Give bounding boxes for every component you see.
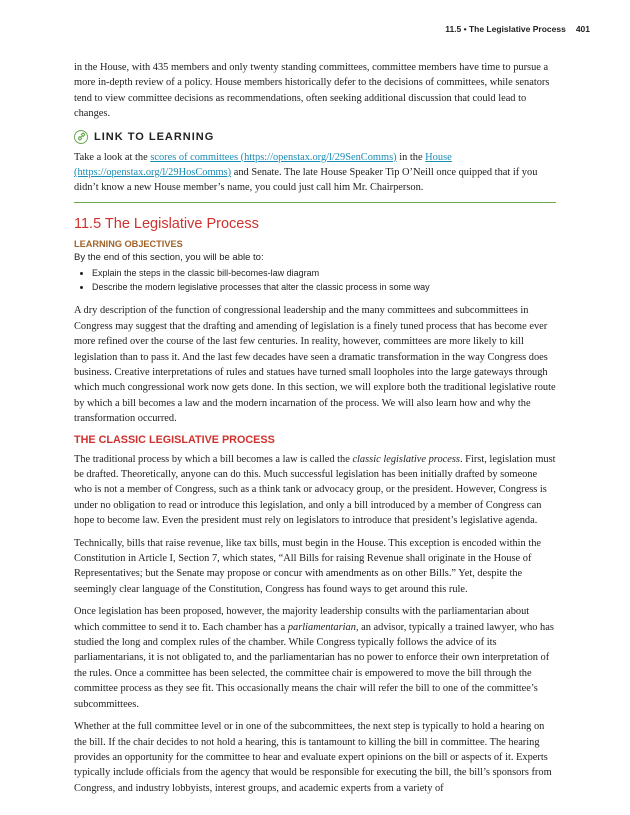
intro-paragraph: in the House, with 435 members and only twenty standing committees, committee members have time to pursue a more in-depth review of a policy. House members historically defer to the decisions of committees, while senators tend to view committee decisions as recommendations, often seeking additional discussion that could lead to changes. — [74, 62, 550, 120]
classic-paragraph-4: Whether at the full committee level or in one of the subcommittees, the next step is typically to hold a hearing on the bill. If the chair decides to not hold a hearing, this is tantamount to killing the bill in committee. The hearing provides an opportunity for the committee to hear and evaluate expert opinions on the bill or aspects of it. Experts typically include officials from the agency that would be responsible for executing the bill, the bill’s sponsors from Congress, and industry lobbyists, interest groups, and academic experts from a variety of — [74, 721, 552, 794]
learning-objectives-intro: By the end of this section, you will be able to: — [74, 252, 264, 264]
page-content — [74, 60, 556, 796]
ltl-text-middle: in the — [396, 151, 426, 163]
p1-before: The traditional process by which a bill becomes a law is called the — [74, 453, 353, 465]
link-to-learning-title: LINK TO LEARNING — [94, 130, 215, 143]
objective-item: • Describe the modern legislative processes that alter the classic process in some way — [92, 280, 556, 294]
link-to-learning-text — [74, 150, 556, 196]
objective-item: • Explain the steps in the classic bill-becomes-law diagram — [92, 266, 556, 280]
page-number: 401 — [575, 24, 590, 34]
classic-paragraph-1 — [74, 452, 556, 529]
term-classic-legislative-process: classic legislative process — [352, 453, 460, 465]
term-parliamentarian: parliamentarian — [287, 621, 356, 633]
committees-link[interactable]: scores of committees (https://openstax.org/l/29SenComms) — [150, 151, 397, 163]
ltl-text-before: Take a look at the — [74, 151, 151, 163]
section-divider — [74, 202, 556, 204]
house-link[interactable]: House (https://openstax.org/l/29HosComms) — [74, 151, 452, 179]
p3-after: , an advisor, typically a trained lawyer, who has studied the long and complex rules of the chamber. While Congress typically follows the advice of its parliamentarians, it is not obligated to, and the parliamentarian has no power to enforce their own interpretation of the rules. Once a committee has been selected, the committee chair is empowered to move the bill through the committee process as they see fit. This occasionally means the chair will refer the bill to one of the committee’s subcommittees. — [74, 621, 554, 710]
classic-paragraph-3 — [74, 604, 556, 712]
learning-objectives-heading: LEARNING OBJECTIVES — [74, 239, 183, 250]
p3-before: Once legislation has been proposed, however, the majority leadership consults with the parliamentarian about which committee to send it to. Each chamber has a — [74, 606, 530, 633]
learning-objectives-list — [92, 266, 556, 294]
overview-paragraph: A dry description of the function of congressional leadership and the many committees and subcommittees in Congress may suggest that the drafting and amending of legislation is a finely tuned process that has become ever more refined over the course of the last few centuries. In reality, however, committees are more likely to kill legislation than to pass it. And the last few decades have seen a dramatic transformation in the way Congress does business. Creative interpretations of rules and statues have turned small loopholes into the large gateways through which much congressional work now gets done. In this section, we will explore both the traditional legislative route by which a bill becomes a law and the modern incarnation of the process. We will also learn how and why the transformation occurred. — [74, 305, 556, 425]
link-icon — [74, 130, 88, 144]
section-title: 11.5 The Legislative Process — [74, 216, 259, 233]
ltl-text-after: and Senate. The late House Speaker Tip O’Neill once quipped that if you didn’t know a new House member’s name, you could just call him Mr. Chairperson. — [74, 167, 538, 194]
p1-after: . First, legislation must be drafted. Theoretically, anyone can do this. Much successful legislation has been initially drafted by someone who is not a member of Congress, such as a think tank or advocacy group, or the president. However, Congress is under no obligation to read or introduce this legislation, and only a bill introduced by a member of Congress can hope to become law. Even the president must rely on legislators to introduce that president’s legislative agenda. — [74, 453, 556, 527]
running-title: 11.5 • The Legislative Process — [445, 24, 566, 34]
classic-process-heading: THE CLASSIC LEGISLATIVE PROCESS — [74, 433, 275, 446]
classic-paragraph-2: Technically, bills that raise revenue, like tax bills, must begin in the House. This exception is encoded within the Constitution in Article I, Section 7, which states, “All Bills for raising Revenue shall originate in the House of Representatives; but the Senate may propose or concur with amendments as on other Bills.” Yet, despite the seemingly clear language of the Constitution, Congress has found ways to get around this rule. — [74, 537, 542, 595]
running-header — [445, 24, 590, 34]
link-to-learning-header — [74, 130, 556, 144]
